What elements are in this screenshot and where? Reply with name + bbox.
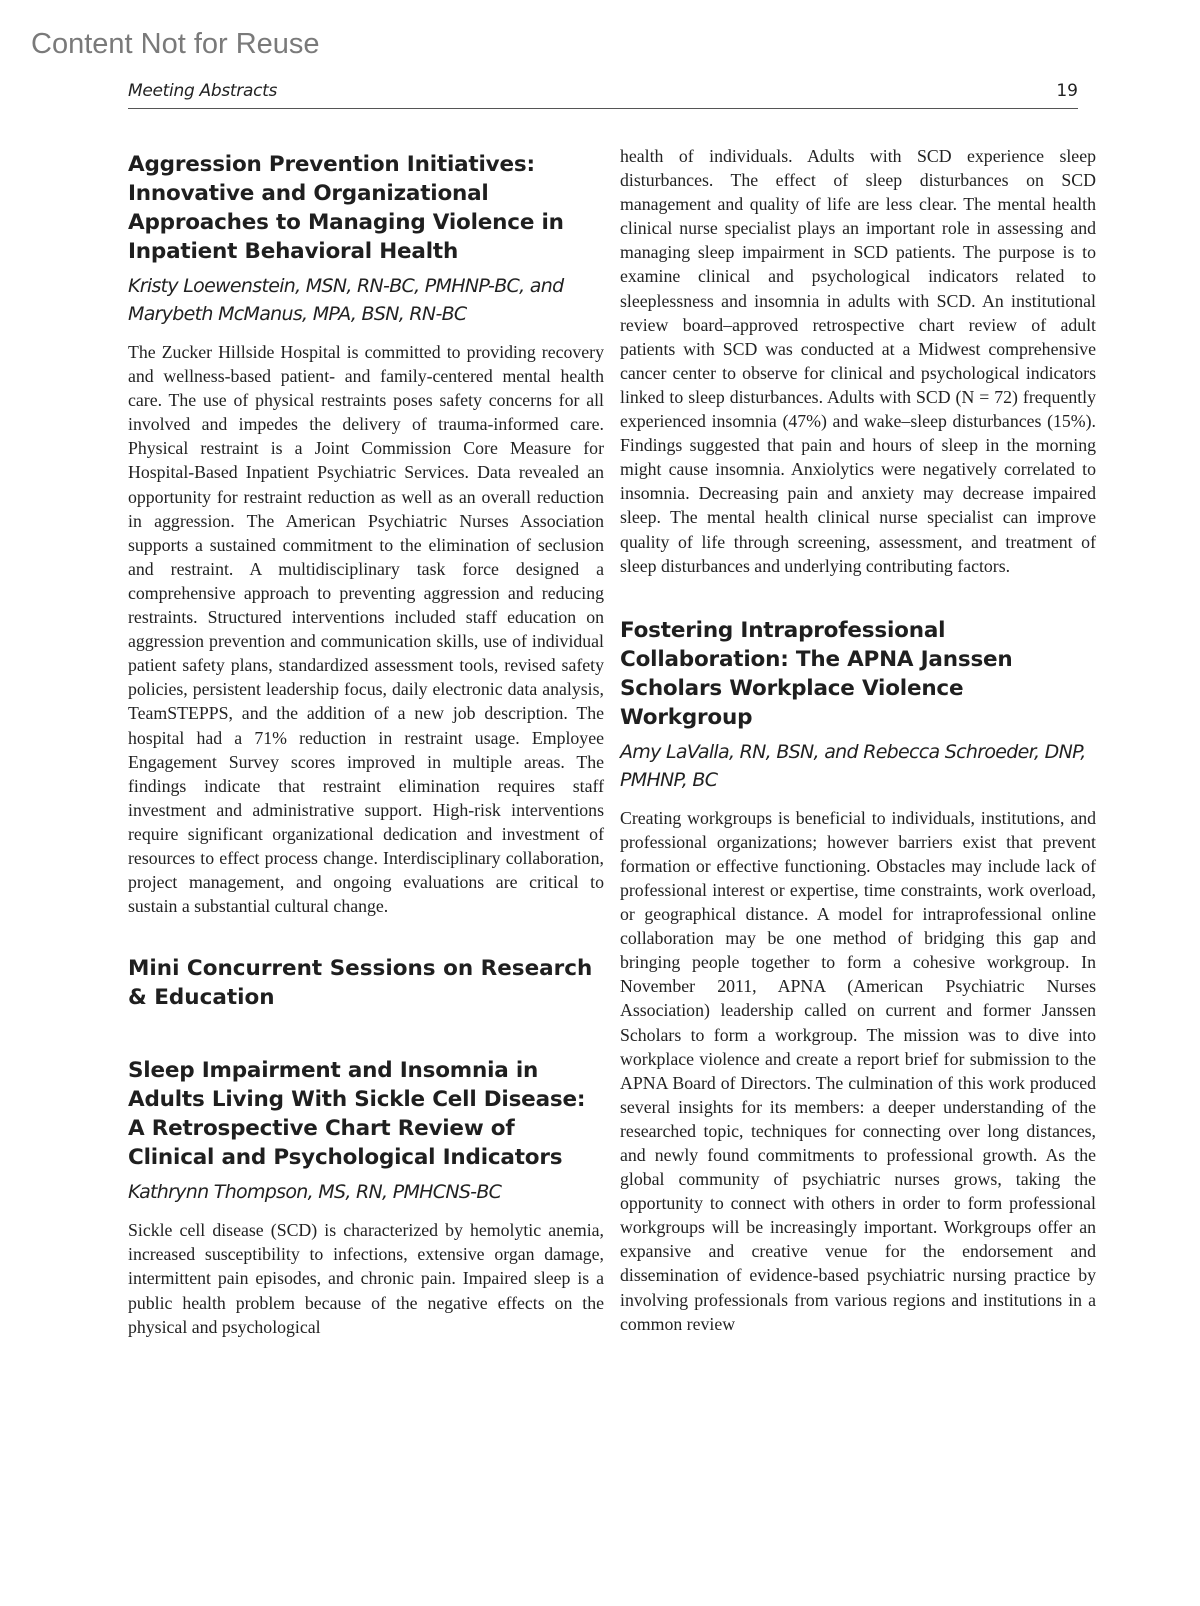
abstract-body-sleep-impairment-part-1: Sickle cell disease (SCD) is characterized by hemolytic anemia, increased susceptibility to infections, extensive organ damage, intermittent pain episodes, and chronic pain. Impaired sleep is a public health problem because of the negative effects on the physical and psychological	[128, 1220, 604, 1337]
abstract-body-aggression-prevention: The Zucker Hillside Hospital is committed to providing recovery and wellness-based patient- and family-centered mental health care. The use of physical restraints poses safety concerns for all involved and impedes the delivery of trauma-informed care. Physical restraint is a Joint Commission Core Measure for Hospital-Based Inpatient Psychiatric Services. Data revealed an opportunity for restraint reduction as well as an overall reduction in aggression. The American Psychiatric Nurses Association supports a sustained commitment to the elimination of seclusion and restraint. A multidisciplinary task force designed a comprehensive approach to preventing aggression and reducing restraints. Structured interventions included staff education on aggression prevention and communication skills, use of individual patient safety plans, standardized assessment tools, revised safety policies, persistent leadership focus, daily electronic data analysis, TeamSTEPPS, and the addition of a new job description. The hospital had a 71% reduction in restraint usage. Employee Engagement Survey scores improved in multiple areas. The findings indicate that restraint elimination requires staff investment and administrative support. High-risk interventions require significant organizational dedication and investment of resources to effect process change. Interdisciplinary collaboration, project management, and ongoing evaluations are critical to sustain a substantial cultural change.	[128, 342, 604, 917]
abstract-body-sleep-impairment-part-2: health of individuals. Adults with SCD experience sleep disturbances. The effect of sleep disturbances on SCD management and quality of life are less clear. The mental health clinical nurse specialist plays an important role in assessing and managing sleep impairment in SCD patients. The purpose is to examine clinical and psychological indicators related to sleeplessness and insomnia in adults with SCD. An institutional review board–approved retrospective chart review of adult patients with SCD was conducted at a Midwest comprehensive cancer center to observe for clinical and psychological indicators linked to sleep disturbances. Adults with SCD (N = 72) frequently experienced insomnia (47%) and wake–sleep disturbances (15%). Findings suggested that pain and hours of sleep in the morning might cause insomnia. Anxiolytics were negatively correlated to insomnia. Decreasing pain and anxiety may decrease impaired sleep. The mental health clinical nurse specialist can improve quality of life through screening, assessment, and treatment of sleep disturbances and underlying contributing factors.	[620, 146, 1096, 576]
abstract-title-aggression-prevention: Aggression Prevention Initiatives: Innovative and Organizational Approaches to Managing Violence in Inpatient Behavioral Health	[128, 152, 564, 264]
abstract-authors-sleep-impairment: Kathrynn Thompson, MS, RN, PMHCNS-BC	[128, 1181, 502, 1204]
running-head	[128, 80, 1078, 109]
right-column	[620, 144, 1096, 1336]
abstract-authors-fostering-collaboration: Amy LaValla, RN, BSN, and Rebecca Schroeder, DNP, PMHNP, BC	[620, 740, 1086, 791]
content-not-for-reuse-watermark: Content Not for Reuse	[31, 28, 320, 60]
abstract-title-sleep-impairment: Sleep Impairment and Insomnia in Adults Living With Sickle Cell Disease: A Retrospective Chart Review of Clinical and Psychological Indicators	[128, 1058, 586, 1171]
abstract-authors-aggression-prevention: Kristy Loewenstein, MSN, RN-BC, PMHNP-BC, and Marybeth McManus, MPA, BSN, RN-BC	[128, 275, 564, 325]
journal-section-title: Meeting Abstracts	[128, 81, 278, 101]
abstract-title-fostering-collaboration: Fostering Intraprofessional Collaboration: The APNA Janssen Scholars Workplace Violence Workgroup	[620, 617, 1013, 730]
left-column	[128, 150, 604, 1339]
section-heading-mini-concurrent-sessions: Mini Concurrent Sessions on Research & Education	[128, 956, 593, 1011]
page-number: 19	[1056, 81, 1078, 101]
abstract-body-fostering-collaboration: Creating workgroups is beneficial to individuals, institutions, and professional organizations; however barriers exist that prevent formation or effective functioning. Obstacles may include lack of professional interest or expertise, time constraints, work overload, or geographical distance. A model for intraprofessional online collaboration may be one method of bridging this gap and bringing people together to form a cohesive workgroup. In November 2011, APNA (American Psychiatric Nurses Association) leadership called on current and former Janssen Scholars to form a workgroup. The mission was to dive into workplace violence and create a report brief for submission to the APNA Board of Directors. The culmination of this work produced several insights for its members: a deeper understanding of the researched topic, techniques for connecting over long distances, and newly found commitments to professional growth. As the global community of psychiatric nurses grows, taking the opportunity to connect with others in order to form professional workgroups will be increasingly important. Workgroups offer an expansive and creative venue for the endorsement and dissemination of evidence-based psychiatric nursing practice by involving professionals from various regions and institutions in a common review	[620, 807, 1096, 1334]
